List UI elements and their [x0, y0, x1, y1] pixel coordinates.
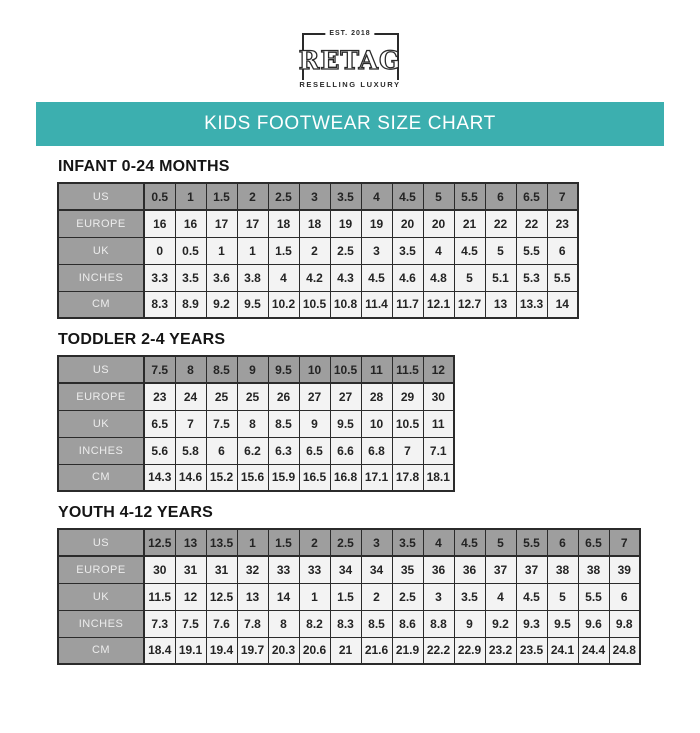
size-cell: 3.5: [392, 529, 423, 556]
size-row-inches: [58, 264, 578, 291]
size-cell: 24.1: [547, 637, 578, 664]
size-cell: 2.5: [330, 237, 361, 264]
size-cell: 7.5: [144, 356, 175, 383]
size-cell: 28: [361, 383, 392, 410]
size-cell: 10.2: [268, 291, 299, 318]
size-cell: 6.5: [144, 410, 175, 437]
size-cell: 2: [361, 583, 392, 610]
size-cell: 4.5: [361, 264, 392, 291]
size-cell: 21.6: [361, 637, 392, 664]
size-cell: 15.2: [206, 464, 237, 491]
size-cell: 4.5: [454, 237, 485, 264]
row-label: CM: [58, 637, 144, 664]
size-cell: 38: [578, 556, 609, 583]
size-cell: 2: [299, 237, 330, 264]
size-row-us: [58, 356, 454, 383]
size-cell: 12.5: [144, 529, 175, 556]
size-cell: 3: [299, 183, 330, 210]
row-label: INCHES: [58, 437, 144, 464]
size-cell: 5.5: [578, 583, 609, 610]
size-cell: 34: [361, 556, 392, 583]
size-sections: [57, 158, 700, 665]
size-cell: 39: [609, 556, 640, 583]
size-cell: 19.1: [175, 637, 206, 664]
row-label: UK: [58, 237, 144, 264]
size-cell: 29: [392, 383, 423, 410]
size-cell: 9: [454, 610, 485, 637]
size-cell: 7.5: [175, 610, 206, 637]
size-cell: 33: [268, 556, 299, 583]
size-row-us: [58, 529, 640, 556]
size-cell: 31: [175, 556, 206, 583]
size-cell: 5: [485, 237, 516, 264]
size-cell: 1: [175, 183, 206, 210]
size-cell: 9.5: [330, 410, 361, 437]
size-cell: 14.3: [144, 464, 175, 491]
size-cell: 8.5: [206, 356, 237, 383]
row-label: INCHES: [58, 264, 144, 291]
size-cell: 23.2: [485, 637, 516, 664]
retag-logo: [298, 30, 402, 89]
size-cell: 2.5: [268, 183, 299, 210]
size-cell: 36: [423, 556, 454, 583]
section-heading: TODDLER 2-4 YEARS: [58, 331, 226, 348]
size-cell: 6.2: [237, 437, 268, 464]
size-cell: 16.5: [299, 464, 330, 491]
size-cell: 3.5: [392, 237, 423, 264]
size-cell: 12: [423, 356, 454, 383]
size-cell: 3.3: [144, 264, 175, 291]
size-cell: 10.5: [299, 291, 330, 318]
size-cell: 1: [237, 529, 268, 556]
size-cell: 18: [299, 210, 330, 237]
size-table: [57, 182, 579, 319]
size-cell: 31: [206, 556, 237, 583]
row-label: CM: [58, 464, 144, 491]
size-cell: 4: [268, 264, 299, 291]
size-cell: 1: [237, 237, 268, 264]
size-cell: 20.6: [299, 637, 330, 664]
size-row-uk: [58, 237, 578, 264]
size-cell: 32: [237, 556, 268, 583]
row-label: US: [58, 183, 144, 210]
size-cell: 37: [516, 556, 547, 583]
size-cell: 3.5: [175, 264, 206, 291]
size-row-uk: [58, 583, 640, 610]
size-cell: 7: [175, 410, 206, 437]
size-cell: 19: [361, 210, 392, 237]
row-label: UK: [58, 583, 144, 610]
size-cell: 5.5: [516, 237, 547, 264]
size-cell: 1.5: [268, 529, 299, 556]
row-label: EUROPE: [58, 383, 144, 410]
size-cell: 20: [392, 210, 423, 237]
size-cell: 34: [330, 556, 361, 583]
size-cell: 22: [485, 210, 516, 237]
row-label: EUROPE: [58, 210, 144, 237]
size-cell: 4.5: [392, 183, 423, 210]
chart-title-banner: [36, 102, 664, 146]
size-cell: 1.5: [268, 237, 299, 264]
size-cell: 2.5: [330, 529, 361, 556]
size-cell: 12.7: [454, 291, 485, 318]
logo-tagline: RESELLING LUXURY: [295, 80, 404, 90]
size-cell: 11: [423, 410, 454, 437]
size-cell: 4: [485, 583, 516, 610]
size-cell: 9.6: [578, 610, 609, 637]
size-row-uk: [58, 410, 454, 437]
size-cell: 9.2: [206, 291, 237, 318]
size-cell: 33: [299, 556, 330, 583]
size-cell: 1: [206, 237, 237, 264]
size-cell: 0.5: [144, 183, 175, 210]
size-cell: 6.5: [578, 529, 609, 556]
size-cell: 6: [609, 583, 640, 610]
row-label: UK: [58, 410, 144, 437]
size-cell: 6: [485, 183, 516, 210]
size-cell: 6: [206, 437, 237, 464]
size-cell: 5.6: [144, 437, 175, 464]
size-cell: 14: [268, 583, 299, 610]
size-cell: 12.1: [423, 291, 454, 318]
size-cell: 17: [206, 210, 237, 237]
size-chart-page: [0, 30, 700, 733]
size-row-cm: [58, 637, 640, 664]
row-label: US: [58, 356, 144, 383]
size-row-europe: [58, 556, 640, 583]
size-table: [57, 528, 641, 665]
section-heading: INFANT 0-24 MONTHS: [58, 158, 230, 175]
size-cell: 38: [547, 556, 578, 583]
size-cell: 27: [330, 383, 361, 410]
size-section-0: [57, 158, 700, 319]
size-row-cm: [58, 464, 454, 491]
size-cell: 7: [392, 437, 423, 464]
size-cell: 13.5: [206, 529, 237, 556]
size-cell: 17: [237, 210, 268, 237]
size-cell: 8: [237, 410, 268, 437]
size-cell: 23: [547, 210, 578, 237]
size-cell: 6.5: [299, 437, 330, 464]
size-cell: 16: [144, 210, 175, 237]
size-cell: 16: [175, 210, 206, 237]
size-cell: 27: [299, 383, 330, 410]
size-cell: 9.5: [237, 291, 268, 318]
size-cell: 23.5: [516, 637, 547, 664]
size-cell: 21: [454, 210, 485, 237]
size-cell: 24.4: [578, 637, 609, 664]
size-cell: 1.5: [206, 183, 237, 210]
size-cell: 37: [485, 556, 516, 583]
size-row-inches: [58, 610, 640, 637]
size-cell: 8.2: [299, 610, 330, 637]
size-cell: 8: [175, 356, 206, 383]
row-label: EUROPE: [58, 556, 144, 583]
size-cell: 8.6: [392, 610, 423, 637]
size-cell: 3: [423, 583, 454, 610]
size-cell: 9.3: [516, 610, 547, 637]
size-cell: 23: [144, 383, 175, 410]
size-cell: 19.7: [237, 637, 268, 664]
size-cell: 5.5: [516, 529, 547, 556]
size-cell: 9.8: [609, 610, 640, 637]
size-cell: 16.8: [330, 464, 361, 491]
size-cell: 18.1: [423, 464, 454, 491]
size-cell: 7.1: [423, 437, 454, 464]
size-row-europe: [58, 210, 578, 237]
size-cell: 30: [144, 556, 175, 583]
size-cell: 17.1: [361, 464, 392, 491]
size-cell: 11.5: [392, 356, 423, 383]
size-cell: 8.3: [144, 291, 175, 318]
size-cell: 13.3: [516, 291, 547, 318]
size-cell: 1.5: [330, 583, 361, 610]
size-cell: 9: [299, 410, 330, 437]
size-cell: 7.6: [206, 610, 237, 637]
size-cell: 4: [423, 237, 454, 264]
size-row-cm: [58, 291, 578, 318]
size-cell: 15.9: [268, 464, 299, 491]
size-cell: 13: [485, 291, 516, 318]
size-cell: 36: [454, 556, 485, 583]
size-cell: 7: [609, 529, 640, 556]
row-label: US: [58, 529, 144, 556]
size-cell: 3.5: [330, 183, 361, 210]
size-cell: 25: [237, 383, 268, 410]
size-row-europe: [58, 383, 454, 410]
size-cell: 11.4: [361, 291, 392, 318]
size-cell: 18: [268, 210, 299, 237]
size-cell: 5: [485, 529, 516, 556]
size-cell: 0.5: [175, 237, 206, 264]
size-cell: 2: [299, 529, 330, 556]
size-cell: 2: [237, 183, 268, 210]
size-cell: 4.6: [392, 264, 423, 291]
size-cell: 21: [330, 637, 361, 664]
size-cell: 5.1: [485, 264, 516, 291]
size-cell: 3.5: [454, 583, 485, 610]
size-cell: 9.5: [547, 610, 578, 637]
size-table: [57, 355, 455, 492]
size-cell: 8.8: [423, 610, 454, 637]
logo-brand-name: RETAG: [298, 46, 402, 75]
size-cell: 3: [361, 237, 392, 264]
size-cell: 4.3: [330, 264, 361, 291]
size-cell: 18.4: [144, 637, 175, 664]
logo-est-label: EST. 2018: [325, 28, 374, 39]
size-cell: 7: [547, 183, 578, 210]
size-cell: 24: [175, 383, 206, 410]
section-heading: YOUTH 4-12 YEARS: [58, 504, 213, 521]
size-cell: 24.8: [609, 637, 640, 664]
size-cell: 4.5: [516, 583, 547, 610]
size-cell: 0: [144, 237, 175, 264]
size-cell: 25: [206, 383, 237, 410]
size-cell: 20: [423, 210, 454, 237]
size-cell: 5.3: [516, 264, 547, 291]
size-cell: 22: [516, 210, 547, 237]
size-cell: 6.5: [516, 183, 547, 210]
size-cell: 8: [268, 610, 299, 637]
size-section-1: [57, 331, 700, 492]
size-cell: 5.8: [175, 437, 206, 464]
size-cell: 3.8: [237, 264, 268, 291]
size-row-inches: [58, 437, 454, 464]
size-cell: 10.5: [330, 356, 361, 383]
size-cell: 6.6: [330, 437, 361, 464]
size-cell: 11.7: [392, 291, 423, 318]
size-cell: 8.5: [361, 610, 392, 637]
size-cell: 30: [423, 383, 454, 410]
size-cell: 6: [547, 237, 578, 264]
size-row-us: [58, 183, 578, 210]
size-cell: 7.5: [206, 410, 237, 437]
size-cell: 17.8: [392, 464, 423, 491]
size-cell: 22.9: [454, 637, 485, 664]
size-cell: 10: [299, 356, 330, 383]
size-cell: 4.5: [454, 529, 485, 556]
size-cell: 5: [547, 583, 578, 610]
size-cell: 19: [330, 210, 361, 237]
size-cell: 10.8: [330, 291, 361, 318]
size-cell: 14.6: [175, 464, 206, 491]
size-cell: 13: [175, 529, 206, 556]
size-cell: 12.5: [206, 583, 237, 610]
size-cell: 4: [423, 529, 454, 556]
size-cell: 5: [423, 183, 454, 210]
size-cell: 4.2: [299, 264, 330, 291]
size-cell: 6: [547, 529, 578, 556]
size-cell: 15.6: [237, 464, 268, 491]
size-cell: 6.3: [268, 437, 299, 464]
size-section-2: [57, 504, 700, 665]
size-cell: 10: [361, 410, 392, 437]
size-cell: 5: [454, 264, 485, 291]
size-cell: 8.3: [330, 610, 361, 637]
size-cell: 21.9: [392, 637, 423, 664]
size-cell: 1: [299, 583, 330, 610]
size-cell: 22.2: [423, 637, 454, 664]
row-label: CM: [58, 291, 144, 318]
size-cell: 4: [361, 183, 392, 210]
size-cell: 14: [547, 291, 578, 318]
size-cell: 12: [175, 583, 206, 610]
size-cell: 8.5: [268, 410, 299, 437]
size-cell: 9.5: [268, 356, 299, 383]
size-cell: 19.4: [206, 637, 237, 664]
size-cell: 7.3: [144, 610, 175, 637]
size-cell: 9: [237, 356, 268, 383]
size-cell: 26: [268, 383, 299, 410]
size-cell: 7.8: [237, 610, 268, 637]
size-cell: 3: [361, 529, 392, 556]
size-cell: 35: [392, 556, 423, 583]
size-cell: 5.5: [454, 183, 485, 210]
size-cell: 10.5: [392, 410, 423, 437]
size-cell: 8.9: [175, 291, 206, 318]
size-cell: 5.5: [547, 264, 578, 291]
size-cell: 6.8: [361, 437, 392, 464]
size-cell: 4.8: [423, 264, 454, 291]
size-cell: 2.5: [392, 583, 423, 610]
size-cell: 11.5: [144, 583, 175, 610]
size-cell: 20.3: [268, 637, 299, 664]
row-label: INCHES: [58, 610, 144, 637]
size-cell: 11: [361, 356, 392, 383]
page-title: KIDS FOOTWEAR SIZE CHART: [204, 113, 496, 134]
size-cell: 3.6: [206, 264, 237, 291]
size-cell: 9.2: [485, 610, 516, 637]
size-cell: 13: [237, 583, 268, 610]
